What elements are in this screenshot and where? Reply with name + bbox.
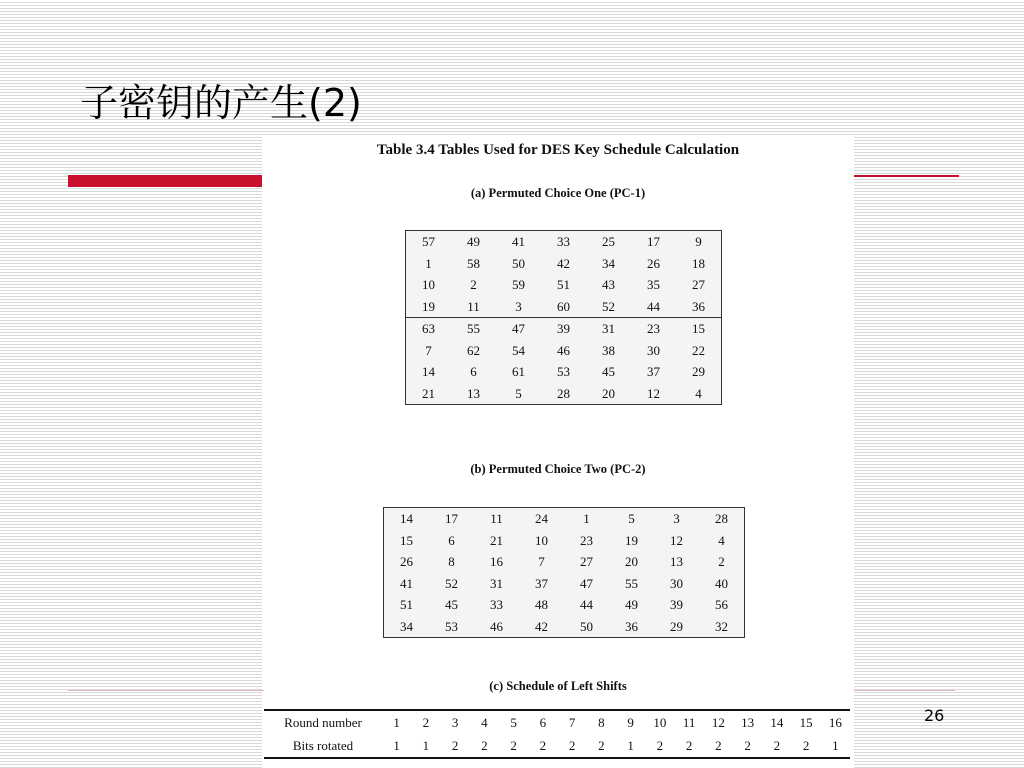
round-number-cell: 8 (598, 714, 605, 730)
table-cell: 45 (445, 597, 458, 612)
table-row (406, 231, 722, 253)
table-cell: 51 (557, 277, 570, 292)
table-cell: 34 (400, 618, 413, 634)
round-number-cell: 9 (627, 714, 634, 730)
table-cell: 59 (512, 277, 525, 292)
round-number-cell: 13 (741, 714, 755, 730)
bits-rotated-cell: 2 (685, 737, 693, 753)
table-cell: 17 (647, 234, 660, 249)
table-cell: 14 (400, 511, 413, 526)
table-cell: 28 (557, 385, 570, 401)
table-cell: 48 (535, 597, 548, 612)
table-cell: 23 (580, 532, 593, 548)
round-number-cell: 7 (568, 714, 576, 730)
table-cell: 42 (535, 618, 548, 634)
table-row (384, 508, 745, 530)
table-row (406, 361, 722, 383)
bits-rotated-cell: 2 (715, 737, 722, 753)
table-cell: 35 (647, 277, 660, 292)
left-shifts-table (264, 709, 850, 759)
footer-divider-right (854, 690, 955, 691)
table-cell: 52 (445, 575, 458, 591)
table-cell: 27 (580, 554, 593, 569)
bits-rotated-cell: 2 (656, 737, 664, 753)
bits-rotated-cell: 2 (773, 737, 781, 753)
table-cell: 2 (718, 554, 725, 569)
table-cell: 47 (496, 318, 541, 340)
table-cell: 7 (425, 342, 432, 358)
table-cell: 25 (602, 234, 615, 249)
table-cell: 7 (538, 554, 545, 569)
table-cell: 16 (490, 554, 503, 569)
table-cell: 18 (692, 255, 705, 271)
bits-rotated-cell: 2 (539, 737, 547, 753)
bits-rotated-cell: 1 (393, 737, 400, 753)
table-cell: 9 (695, 234, 702, 249)
table-cell: 53 (557, 364, 570, 379)
figure-title: Table 3.4 Tables Used for DES Key Schedule Calculation (376, 142, 740, 158)
table-cell: 37 (535, 575, 548, 591)
bits-rotated-cell: 2 (481, 737, 488, 753)
title-accent-bar (68, 175, 264, 187)
round-number-cell: 11 (682, 714, 696, 730)
bits-rotated-label: Bits rotated (292, 737, 354, 753)
table-cell: 40 (715, 575, 728, 591)
table-cell: 10 (535, 532, 548, 548)
table-cell: 46 (557, 342, 570, 358)
bits-rotated-row (264, 734, 850, 758)
round-number-cell: 2 (422, 714, 430, 730)
bits-rotated-cell: 2 (744, 737, 751, 753)
table-cell: 58 (467, 255, 480, 271)
table-cell: 20 (625, 554, 638, 569)
table-cell: 39 (541, 318, 586, 340)
page-number: 26 (924, 706, 945, 725)
round-number-cell: 16 (828, 714, 842, 730)
table-cell: 29 (692, 364, 705, 379)
bits-rotated-cell: 1 (627, 737, 634, 753)
table-cell: 49 (625, 597, 638, 612)
table-cell: 50 (512, 255, 525, 271)
table-cell: 60 (557, 298, 570, 314)
table-cell: 46 (490, 618, 503, 634)
pc1-table (405, 230, 722, 405)
table-cell: 50 (580, 618, 593, 634)
table-cell: 5 (628, 511, 635, 526)
table-row (384, 594, 745, 616)
table-cell: 17 (445, 511, 458, 526)
table-cell: 36 (625, 618, 638, 634)
table-cell: 45 (602, 364, 615, 379)
table-cell: 53 (445, 618, 458, 634)
bits-rotated-cell: 2 (510, 737, 517, 753)
table-row (406, 383, 722, 405)
round-number-cell: 6 (539, 714, 547, 730)
table-cell: 15 (400, 532, 413, 548)
table-cell: 31 (586, 318, 631, 340)
table-cell: 37 (647, 364, 660, 379)
table-cell: 12 (647, 385, 660, 401)
table-cell: 55 (625, 575, 638, 591)
round-number-cell: 5 (510, 714, 517, 730)
table-cell: 20 (602, 385, 615, 401)
table-cell: 52 (602, 298, 615, 314)
table-cell: 26 (400, 554, 413, 569)
table-cell: 4 (695, 385, 702, 401)
title-accent-line (854, 175, 959, 177)
round-number-cell: 12 (711, 714, 725, 730)
table-cell: 6 (470, 364, 477, 379)
left-shifts-caption: (c) Schedule of Left Shifts (489, 679, 627, 693)
round-number-cell: 15 (799, 714, 813, 730)
table-cell: 5 (515, 385, 522, 401)
table-cell: 6 (448, 532, 455, 548)
table-cell: 44 (580, 597, 593, 612)
table-cell: 15 (676, 318, 722, 340)
table-cell: 36 (692, 298, 705, 314)
round-number-label: Round number (284, 714, 362, 730)
bits-rotated-cell: 1 (422, 737, 430, 753)
table-cell: 51 (400, 597, 413, 612)
footer-divider-left (68, 690, 264, 691)
table-cell: 34 (602, 255, 615, 271)
bits-rotated-cell: 1 (832, 737, 839, 753)
table-cell: 41 (512, 234, 525, 249)
round-number-cell: 4 (481, 714, 488, 730)
bits-rotated-cell: 2 (568, 737, 576, 753)
table-row (406, 274, 722, 296)
table-cell: 29 (670, 618, 683, 634)
table-row (406, 318, 722, 340)
table-cell: 11 (467, 298, 480, 314)
table-cell: 44 (647, 298, 660, 314)
table-row (384, 616, 745, 638)
table-cell: 61 (512, 364, 525, 379)
table-cell: 41 (400, 575, 413, 591)
bits-rotated-cell: 2 (802, 737, 810, 753)
table-cell: 4 (718, 532, 725, 548)
table-cell: 24 (535, 511, 548, 526)
table-cell: 19 (625, 532, 638, 548)
bits-rotated-cell: 2 (598, 737, 605, 753)
table-cell: 14 (422, 364, 435, 379)
table-cell: 22 (692, 342, 705, 358)
table-cell: 8 (448, 554, 455, 569)
table-cell: 10 (422, 277, 435, 292)
table-row (384, 573, 745, 595)
table-cell: 3 (515, 298, 522, 314)
bits-rotated-cell: 2 (451, 737, 459, 753)
table-cell: 19 (422, 298, 435, 314)
table-cell: 57 (422, 234, 435, 249)
table-cell: 13 (670, 554, 683, 569)
table-row (406, 253, 722, 275)
table-cell: 33 (490, 597, 503, 612)
round-number-cell: 14 (770, 714, 784, 730)
table-cell: 3 (673, 511, 680, 526)
table-cell: 12 (670, 532, 683, 548)
table-cell: 38 (602, 342, 615, 358)
table-cell: 27 (692, 277, 705, 292)
round-number-cell: 3 (451, 714, 459, 730)
round-number-cell: 10 (653, 714, 667, 730)
pc1-caption: (a) Permuted Choice One (PC-1) (470, 186, 646, 200)
table-row (406, 340, 722, 362)
table-cell: 49 (467, 234, 480, 249)
table-cell: 21 (490, 532, 503, 548)
table-cell: 55 (451, 318, 496, 340)
table-cell: 54 (512, 342, 525, 358)
table-cell: 31 (490, 575, 503, 591)
table-row (384, 530, 745, 552)
table-cell: 42 (557, 255, 570, 271)
table-cell: 11 (490, 511, 503, 526)
table-cell: 39 (670, 597, 683, 612)
table-cell: 26 (647, 255, 660, 271)
table-cell: 30 (647, 342, 660, 358)
table-cell: 30 (670, 575, 683, 591)
slide-title: 子密钥的产生(2) (80, 81, 362, 125)
table-cell: 23 (631, 318, 676, 340)
table-row (384, 551, 745, 573)
des-tables-figure (262, 137, 854, 768)
table-cell: 1 (583, 511, 590, 526)
pc2-table (383, 507, 745, 638)
round-number-row (264, 710, 850, 734)
table-cell: 43 (602, 277, 615, 292)
table-cell: 47 (580, 575, 593, 591)
pc2-caption: (b) Permuted Choice Two (PC-2) (470, 462, 646, 476)
table-cell: 32 (715, 618, 728, 634)
table-cell: 33 (557, 234, 570, 249)
table-cell: 62 (467, 342, 480, 358)
table-cell: 1 (425, 255, 432, 271)
table-cell: 28 (715, 511, 728, 526)
table-cell: 56 (715, 597, 728, 612)
table-row (406, 296, 722, 318)
table-cell: 2 (470, 277, 477, 292)
table-cell: 63 (406, 318, 452, 340)
table-cell: 21 (422, 385, 435, 401)
table-cell: 13 (467, 385, 480, 401)
round-number-cell: 1 (393, 714, 400, 730)
